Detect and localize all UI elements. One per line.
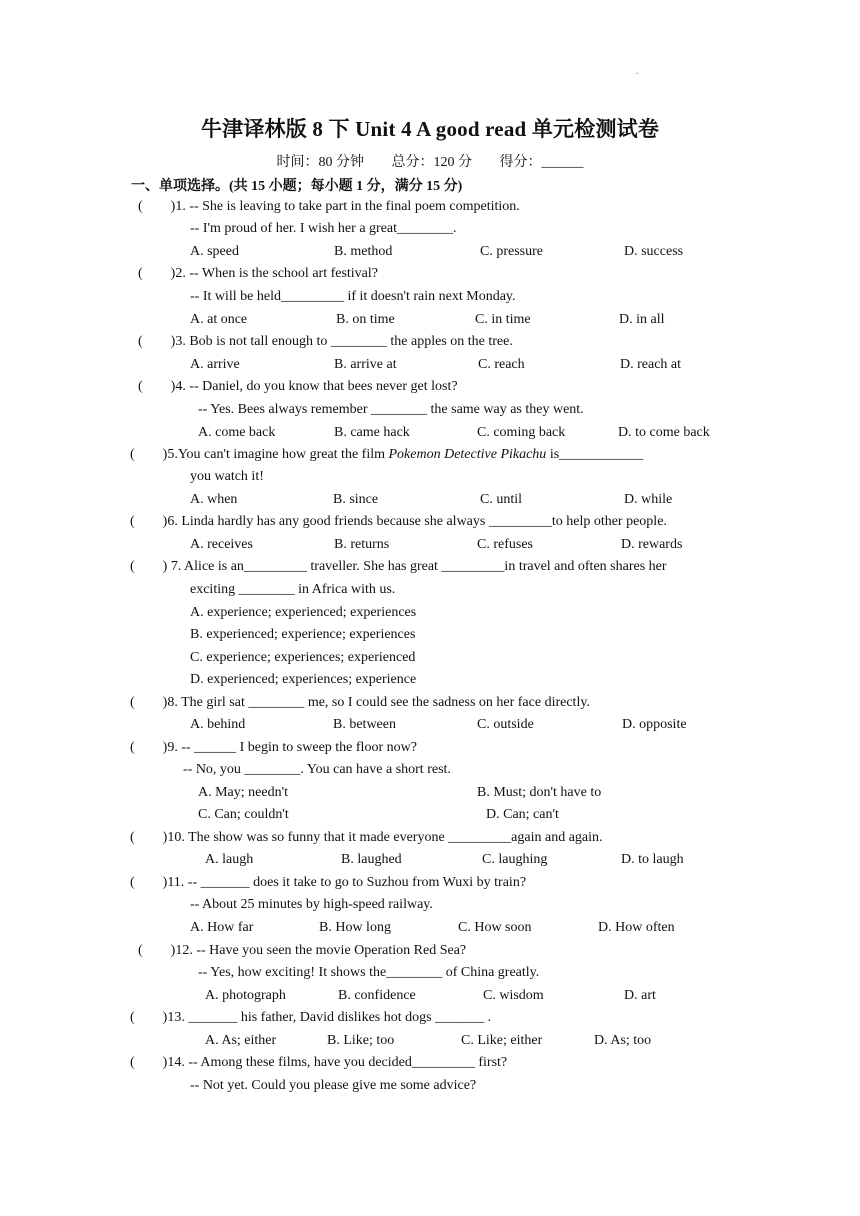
question-4-option-b: B. came hack [334, 425, 410, 440]
exam-time: 时间：80 分钟 [276, 155, 364, 170]
question-4-line2: -- Yes. Bees always remember ________ the same way as they went. [198, 402, 584, 417]
page-dot: . [636, 66, 639, 77]
exam-score: 得分：______ [499, 155, 584, 170]
question-5-option-c: C. until [480, 492, 523, 507]
question-1-option-c: C. pressure [480, 244, 543, 259]
question-12-option-d: D. art [624, 988, 656, 1003]
question-9-option-c: C. Can; couldn't [198, 807, 289, 822]
question-9-line2: -- No, you ________. You can have a short rest. [183, 762, 451, 777]
question-5-stem-post: is____________ [546, 447, 644, 462]
question-13-stem: ( )13. _______ his father, David dislikes hot dogs _______ . [130, 1010, 492, 1025]
question-2-option-b: B. on time [336, 312, 395, 327]
question-3-option-b: B. arrive at [334, 357, 397, 372]
question-8-option-b: B. between [333, 717, 396, 732]
question-4-option-c: C. coming back [477, 425, 566, 440]
question-13-option-c: C. Like; either [461, 1033, 543, 1048]
question-11-stem: ( )11. -- _______ does it take to go to Suzhou from Wuxi by train? [130, 875, 527, 890]
question-11-option-a: A. How far [190, 920, 254, 935]
question-9-option-b: B. Must; don't have to [477, 785, 602, 800]
question-7-stem: ( ) 7. Alice is an_________ traveller. She has great _________in travel and often shares her [130, 559, 667, 574]
question-8-option-d: D. opposite [622, 717, 687, 732]
question-12-line2: -- Yes, how exciting! It shows the________ of China greatly. [198, 965, 540, 980]
page-title: 牛津译林版 8 下 Unit 4 A good read 单元检测试卷 [200, 117, 660, 141]
question-1-line2: -- I'm proud of her. I wish her a great________. [190, 221, 457, 236]
question-6-stem: ( )6. Linda hardly has any good friends because she always _________to help other people. [130, 514, 667, 529]
question-4-option-d: D. to come back [618, 425, 710, 440]
question-12-option-c: C. wisdom [483, 988, 544, 1003]
question-7-option-d: D. experienced; experiences; experience [190, 672, 417, 687]
question-7-option-a: A. experience; experienced; experiences [190, 605, 417, 620]
question-7-option-b: B. experienced; experience; experiences [190, 627, 416, 642]
question-13-option-d: D. As; too [594, 1033, 652, 1048]
question-1-stem: ( )1. -- She is leaving to take part in the final poem competition. [138, 199, 520, 214]
question-11-option-c: C. How soon [458, 920, 532, 935]
question-12-stem: ( )12. -- Have you seen the movie Operation Red Sea? [138, 943, 467, 958]
question-2-line2: -- It will be held_________ if it doesn't rain next Monday. [190, 289, 516, 304]
section-heading: 一、单项选择。(共 15 小题；每小题 1 分，满分 15 分) [131, 179, 463, 194]
question-2-option-c: C. in time [475, 312, 531, 327]
question-5-option-a: A. when [190, 492, 238, 507]
question-6-option-b: B. returns [334, 537, 390, 552]
exam-total: 总分：120 分 [391, 155, 472, 170]
question-10-stem: ( )10. The show was so funny that it made everyone _________again and again. [130, 830, 603, 845]
question-3-option-d: D. reach at [620, 357, 682, 372]
question-8-option-c: C. outside [477, 717, 534, 732]
question-14-line2: -- Not yet. Could you please give me some advice? [190, 1078, 477, 1093]
question-6-option-d: D. rewards [621, 537, 683, 552]
question-7-line2: exciting ________ in Africa with us. [190, 582, 396, 597]
question-5-option-b: B. since [333, 492, 379, 507]
question-10-option-c: C. laughing [482, 852, 548, 867]
question-8-stem: ( )8. The girl sat ________ me, so I could see the sadness on her face directly. [130, 695, 590, 710]
question-11-line2: -- About 25 minutes by high-speed railway. [190, 897, 433, 912]
question-13-option-b: B. Like; too [327, 1033, 395, 1048]
question-5-stem-pre: ( )5.You can't imagine how great the film [130, 447, 389, 462]
question-11-option-d: D. How often [598, 920, 675, 935]
question-2-stem: ( )2. -- When is the school art festival? [138, 266, 379, 281]
question-10-option-d: D. to laugh [621, 852, 684, 867]
question-1-option-d: D. success [624, 244, 684, 259]
question-5-option-d: D. while [624, 492, 673, 507]
question-13-option-a: A. As; either [205, 1033, 277, 1048]
question-4-option-a: A. come back [198, 425, 276, 440]
question-3-option-a: A. arrive [190, 357, 240, 372]
question-6-option-a: A. receives [190, 537, 253, 552]
question-8-option-a: A. behind [190, 717, 246, 732]
question-1-option-b: B. method [334, 244, 393, 259]
question-7-option-c: C. experience; experiences; experienced [190, 650, 416, 665]
question-1-option-a: A. speed [190, 244, 239, 259]
question-6-option-c: C. refuses [477, 537, 533, 552]
exam-meta [0, 151, 860, 171]
question-9-option-a: A. May; needn't [198, 785, 289, 800]
question-5-stem [130, 446, 643, 464]
question-3-stem: ( )3. Bob is not tall enough to ________ the apples on the tree. [138, 334, 513, 349]
question-5-film-title: Pokemon Detective Pikachu [388, 447, 547, 462]
question-14-stem: ( )14. -- Among these films, have you decided_________ first? [130, 1055, 508, 1070]
question-10-option-b: B. laughed [341, 852, 402, 867]
question-12-option-b: B. confidence [338, 988, 416, 1003]
question-2-option-d: D. in all [619, 312, 665, 327]
question-3-option-c: C. reach [478, 357, 525, 372]
question-10-option-a: A. laugh [205, 852, 254, 867]
question-12-option-a: A. photograph [205, 988, 286, 1003]
question-5-line2: you watch it! [190, 469, 264, 484]
question-9-option-d: D. Can; can't [486, 807, 559, 822]
question-4-stem: ( )4. -- Daniel, do you know that bees never get lost? [138, 379, 458, 394]
question-9-stem: ( )9. -- ______ I begin to sweep the floor now? [130, 740, 417, 755]
question-2-option-a: A. at once [190, 312, 248, 327]
question-11-option-b: B. How long [319, 920, 391, 935]
